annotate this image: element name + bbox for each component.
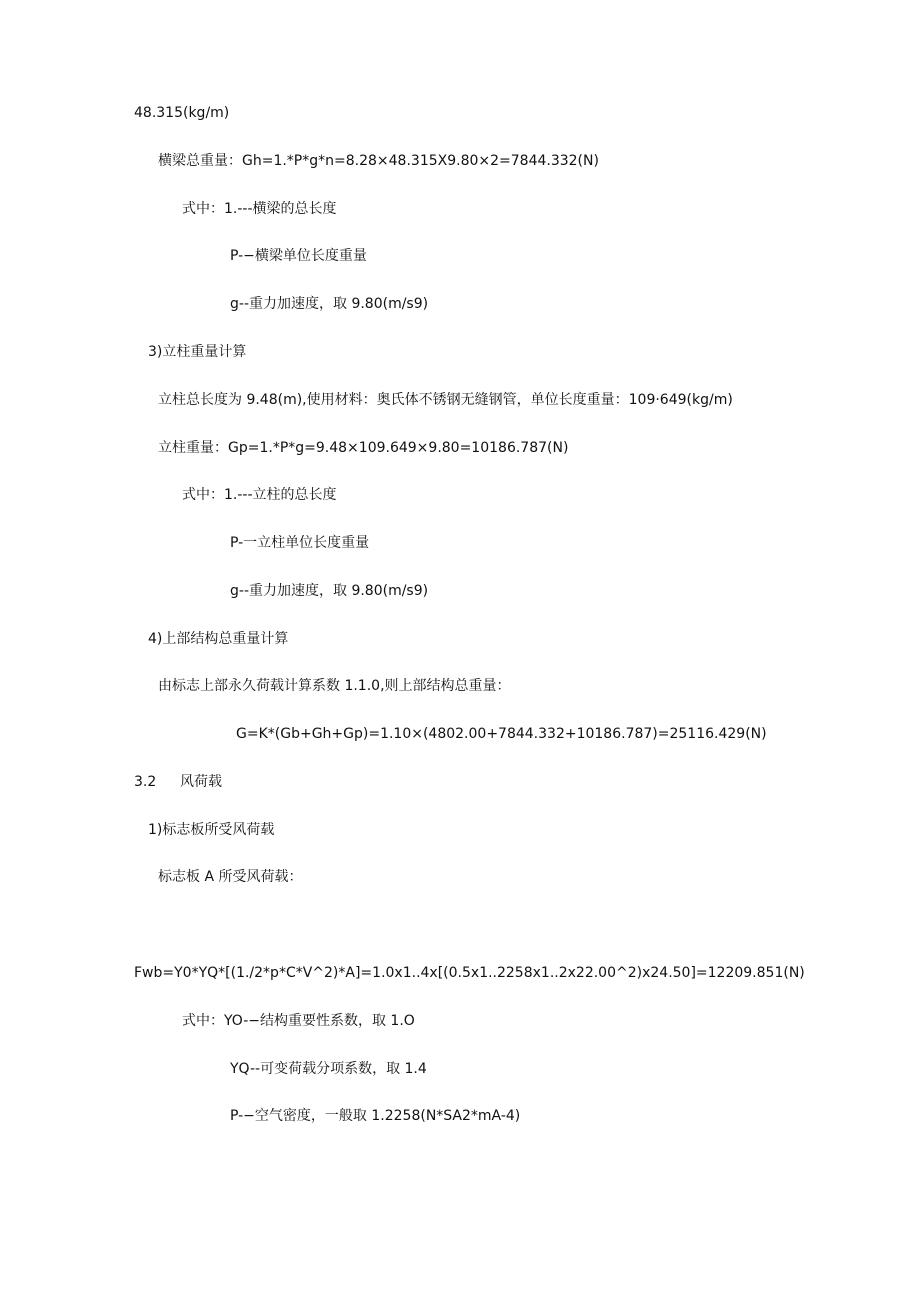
text-line: g--重力加速度，取 9.80(m/s9)	[230, 583, 429, 599]
section-title: 风荷载	[180, 774, 222, 790]
text-line: 标志板 A 所受风荷载：	[158, 869, 303, 885]
formula-line: Fwb=Y0*YQ*[(1./2*p*C*V^2)*A]=1.0x1..4x[(0.5x1..2258x1..2x22.00^2)x24.50]=12209.851(N)	[134, 965, 805, 981]
formula-line: G=K*(Gb+Gh+Gp)=1.10×(4802.00+7844.332+10186.787)=25116.429(N)	[236, 726, 767, 742]
text-line: 式中：1.---立柱的总长度	[182, 487, 337, 503]
text-line: YQ--可变荷载分项系数，取 1.4	[230, 1061, 427, 1077]
text-line: 式中：YO-−结构重要性系数，取 1.O	[182, 1013, 415, 1029]
section-number: 3.2	[134, 774, 157, 790]
text-line: 立柱重量：Gp=1.*P*g=9.48×109.649×9.80=10186.787(N)	[158, 440, 569, 456]
text-line: 由标志上部永久荷载计算系数 1.1.0,则上部结构总重量：	[158, 678, 511, 694]
text-line: P-一立柱单位长度重量	[230, 535, 370, 551]
text-line: 式中：1.---横梁的总长度	[182, 201, 337, 217]
text-line: g--重力加速度，取 9.80(m/s9)	[230, 296, 429, 312]
text-line: 48.315(kg/m)	[134, 105, 230, 121]
text-line: P-−横梁单位长度重量	[230, 248, 367, 264]
section-heading	[134, 773, 222, 791]
subheading: 4)上部结构总重量计算	[148, 631, 289, 647]
subheading: 3)立柱重量计算	[148, 344, 247, 360]
subheading: 1)标志板所受风荷载	[148, 822, 275, 838]
text-line: 立柱总长度为 9.48(m),使用材料：奥氏体不锈钢无缝钢管，单位长度重量：109·649(kg/m)	[158, 392, 733, 408]
text-line: P-−空气密度，一般取 1.2258(N*SA2*mA-4)	[230, 1108, 521, 1124]
text-line: 横梁总重量：Gh=1.*P*g*n=8.28×48.315X9.80×2=7844.332(N)	[158, 153, 599, 169]
